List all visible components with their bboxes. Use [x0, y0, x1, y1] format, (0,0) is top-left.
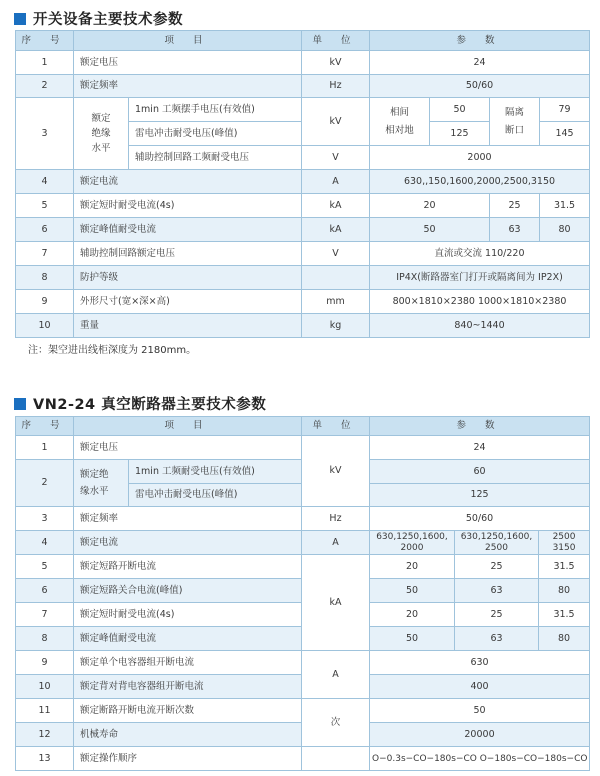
row-subitem: 雷电冲击耐受电压(峰值) — [129, 484, 302, 507]
section-title-switchgear — [14, 8, 183, 29]
table-row — [16, 314, 590, 338]
row-unit: Hz — [302, 75, 370, 98]
row-value: 50 — [370, 627, 455, 651]
table-note: 注：架空进出线柜深度为 2180mm。 — [28, 345, 197, 356]
row-value: 630 — [370, 651, 590, 675]
row-no: 2 — [16, 460, 74, 507]
table-row — [16, 290, 590, 314]
row-value: IP4X(断路器室门打开或隔离间为 IP2X) — [370, 266, 590, 290]
row-no: 7 — [16, 603, 74, 627]
row-value: 800×1810×2380 1000×1810×2380 — [370, 290, 590, 314]
row-value: 50 — [430, 98, 490, 122]
row-value: 31.5 — [540, 194, 590, 218]
row-unit: A — [302, 170, 370, 194]
row-value: 60 — [370, 460, 590, 484]
row-no: 13 — [16, 747, 74, 771]
table-row — [16, 747, 590, 771]
table-header-row — [16, 417, 590, 436]
row-value: 24 — [370, 436, 590, 460]
row-value: 25 — [490, 194, 540, 218]
row-no: 8 — [16, 266, 74, 290]
row-value: 20000 — [370, 723, 590, 747]
row-unit: A — [302, 531, 370, 555]
table-row — [16, 194, 590, 218]
row-item: 额定背对背电容器组开断电流 — [74, 675, 302, 699]
row-value: 63 — [455, 627, 539, 651]
row-item: 额定电流 — [74, 170, 302, 194]
row-subitem: 雷电冲击耐受电压(峰值) — [129, 122, 302, 146]
row-item: 辅助控制回路额定电压 — [74, 242, 302, 266]
row-value: 直流或交流 110/220 — [370, 242, 590, 266]
row-value: 25 — [455, 603, 539, 627]
row-no: 11 — [16, 699, 74, 723]
row-value: 630,,150,1600,2000,2500,3150 — [370, 170, 590, 194]
table-row — [16, 507, 590, 531]
row-no: 4 — [16, 170, 74, 194]
row-unit: Hz — [302, 507, 370, 531]
row-item: 额定峰值耐受电流 — [74, 627, 302, 651]
row-item: 额定断路开断电流开断次数 — [74, 699, 302, 723]
row-unit: kg — [302, 314, 370, 338]
row-item: 额定短时耐受电流(4s) — [74, 603, 302, 627]
table-row — [16, 98, 590, 122]
row-subitem: 1min 工频耐受电压(有效值) — [129, 460, 302, 484]
row-no: 1 — [16, 51, 74, 75]
header-unit: 单 位 — [302, 417, 370, 436]
section-title-breaker — [14, 393, 266, 414]
table-header-row — [16, 31, 590, 51]
row-value: 20 — [370, 194, 490, 218]
row-unit: kV — [302, 98, 370, 146]
row-item: 防护等级 — [74, 266, 302, 290]
row-value: 125 — [370, 484, 590, 507]
row-value: 50/60 — [370, 75, 590, 98]
row-value: 50/60 — [370, 507, 590, 531]
row-no: 9 — [16, 290, 74, 314]
table-row — [16, 242, 590, 266]
table-row — [16, 531, 590, 555]
row-value: 20 — [370, 555, 455, 579]
row-value: O−0.3s−CO−180s−CO O−180s−CO−180s−CO — [370, 747, 590, 771]
switchgear-params-table — [15, 30, 590, 338]
section-square-icon — [14, 13, 26, 25]
row-value: 125 — [430, 122, 490, 146]
row-item: 额定频率 — [74, 507, 302, 531]
row-no: 10 — [16, 314, 74, 338]
row-unit: 次 — [302, 699, 370, 747]
row-item: 额定峰值耐受电流 — [74, 218, 302, 242]
header-param: 参 数 — [370, 31, 590, 51]
isolation-label: 隔离 断口 — [490, 98, 540, 146]
header-no: 序 号 — [16, 31, 74, 51]
section-title-text: VN2-24 真空断路器主要技术参数 — [33, 397, 267, 413]
row-value: 400 — [370, 675, 590, 699]
table-row — [16, 218, 590, 242]
row-no: 9 — [16, 651, 74, 675]
row-no: 2 — [16, 75, 74, 98]
row-item: 外形尺寸(宽×深×高) — [74, 290, 302, 314]
row-value: 630,1250,1600, 2500 — [455, 531, 539, 555]
table-row — [16, 651, 590, 675]
section-square-icon — [14, 398, 26, 410]
header-item: 项 目 — [74, 417, 302, 436]
row-value: 80 — [540, 218, 590, 242]
row-no: 12 — [16, 723, 74, 747]
table-row — [16, 266, 590, 290]
row-item: 额定单个电容器组开断电流 — [74, 651, 302, 675]
row-no: 8 — [16, 627, 74, 651]
row-value: 2000 — [370, 146, 590, 170]
table-row — [16, 75, 590, 98]
row-item: 额定电压 — [74, 436, 302, 460]
breaker-params-table — [15, 416, 590, 771]
row-item: 额定操作顺序 — [74, 747, 302, 771]
row-item: 额定短路开断电流 — [74, 555, 302, 579]
row-item: 额定短时耐受电流(4s) — [74, 194, 302, 218]
row-value: 630,1250,1600, 2000 — [370, 531, 455, 555]
row-no: 4 — [16, 531, 74, 555]
row-value: 63 — [455, 579, 539, 603]
row-unit: kV — [302, 436, 370, 507]
row-unit: A — [302, 651, 370, 699]
table-row — [16, 170, 590, 194]
row-value: 24 — [370, 51, 590, 75]
row-item: 额定电压 — [74, 51, 302, 75]
row-value: 840~1440 — [370, 314, 590, 338]
row-value: 50 — [370, 579, 455, 603]
row-no: 7 — [16, 242, 74, 266]
row-subitem: 辅助控制回路工频耐受电压 — [129, 146, 302, 170]
row-value: 31.5 — [539, 603, 590, 627]
row-value: 2500 3150 — [539, 531, 590, 555]
row-unit: kA — [302, 555, 370, 651]
row-no: 6 — [16, 218, 74, 242]
row-unit: V — [302, 242, 370, 266]
row-unit — [302, 266, 370, 290]
row-unit: kA — [302, 218, 370, 242]
row-unit: V — [302, 146, 370, 170]
row-no: 3 — [16, 98, 74, 170]
row-item: 额定 绝缘 水平 — [74, 98, 129, 170]
row-item: 重量 — [74, 314, 302, 338]
row-value: 50 — [370, 699, 590, 723]
row-no: 1 — [16, 436, 74, 460]
row-item: 额定电流 — [74, 531, 302, 555]
table-row — [16, 51, 590, 75]
row-no: 6 — [16, 579, 74, 603]
header-param: 参 数 — [370, 417, 590, 436]
row-value: 25 — [455, 555, 539, 579]
row-value: 80 — [539, 579, 590, 603]
row-subitem: 1min 工频摆手电压(有效值) — [129, 98, 302, 122]
row-unit: mm — [302, 290, 370, 314]
row-item: 额定绝 缘水平 — [74, 460, 129, 507]
table-row — [16, 699, 590, 723]
section-title-text: 开关设备主要技术参数 — [33, 12, 183, 28]
row-unit: kA — [302, 194, 370, 218]
row-value: 79 — [540, 98, 590, 122]
row-value: 145 — [540, 122, 590, 146]
header-no: 序 号 — [16, 417, 74, 436]
row-value: 50 — [370, 218, 490, 242]
row-no: 10 — [16, 675, 74, 699]
row-item: 额定频率 — [74, 75, 302, 98]
table-row — [16, 555, 590, 579]
row-item: 机械寿命 — [74, 723, 302, 747]
header-unit: 单 位 — [302, 31, 370, 51]
row-no: 5 — [16, 194, 74, 218]
row-unit: kV — [302, 51, 370, 75]
row-no: 5 — [16, 555, 74, 579]
row-value: 20 — [370, 603, 455, 627]
row-value: 31.5 — [539, 555, 590, 579]
header-item: 项 目 — [74, 31, 302, 51]
phase-label: 相间 相对地 — [370, 98, 430, 146]
table-row — [16, 436, 590, 460]
row-value: 63 — [490, 218, 540, 242]
row-no: 3 — [16, 507, 74, 531]
row-value: 80 — [539, 627, 590, 651]
row-item: 额定短路关合电流(峰值) — [74, 579, 302, 603]
